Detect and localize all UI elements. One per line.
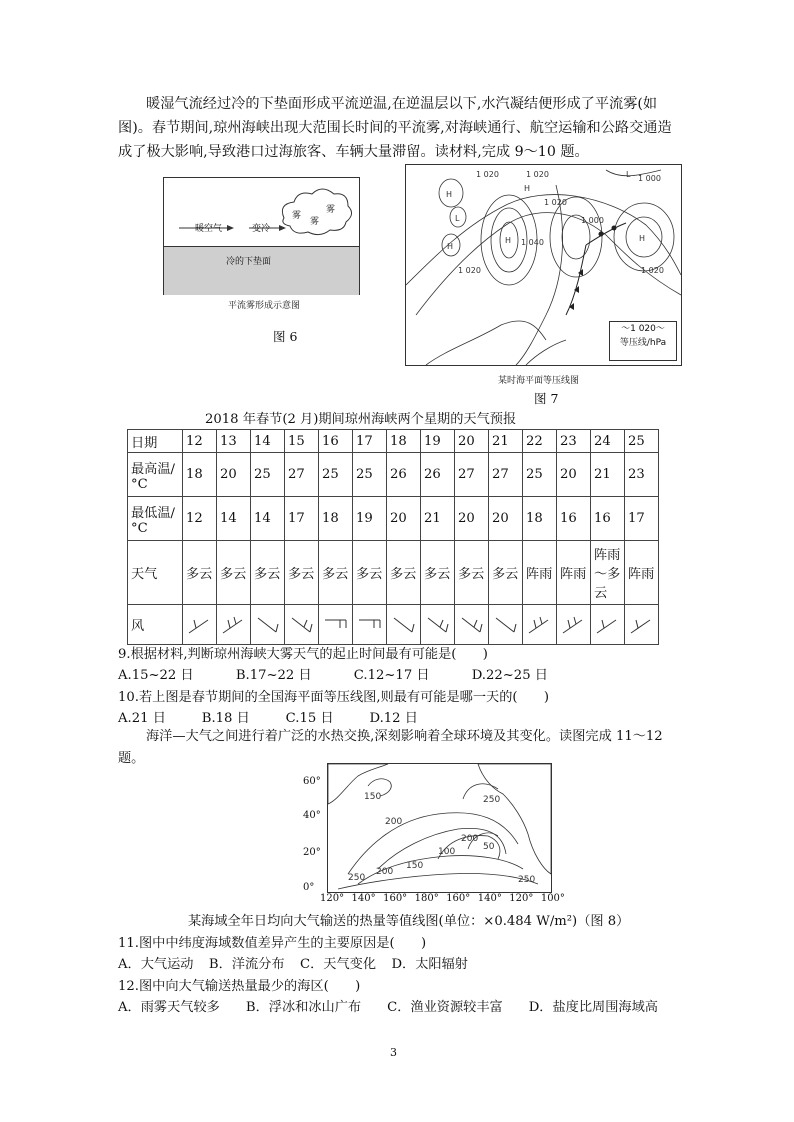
lon-label: 160° bbox=[446, 893, 471, 904]
table-cell: 19 bbox=[421, 430, 455, 453]
option: B.18 日 bbox=[201, 711, 250, 726]
table-cell: 14 bbox=[251, 497, 285, 541]
wind-barb-icon bbox=[251, 605, 285, 645]
isoline-value: 200 bbox=[385, 817, 403, 827]
option: A．雨雾天气较多 bbox=[118, 1000, 220, 1015]
lon-label: 120° bbox=[320, 893, 345, 904]
table-cell: 27 bbox=[285, 453, 319, 497]
question-9-options bbox=[118, 666, 548, 686]
table-cell: 14 bbox=[217, 497, 251, 541]
row-header: 风 bbox=[128, 605, 183, 645]
isobar-value: 1 020 bbox=[458, 266, 481, 275]
table-cell: 阵雨 bbox=[557, 541, 591, 605]
fig7-caption: 某时海平面等压线图 bbox=[498, 376, 580, 386]
table-cell: 14 bbox=[251, 430, 285, 453]
table-title: 2018 年春节(2 月)期间琼州海峡两个星期的天气预报 bbox=[205, 412, 517, 427]
fog-label: 雾 bbox=[326, 205, 336, 215]
table-cell: 21 bbox=[489, 430, 523, 453]
isoline-value: 250 bbox=[518, 875, 536, 885]
cooling-label: 变冷 bbox=[252, 224, 271, 234]
wind-barb-icon bbox=[523, 605, 557, 645]
table-cell: 阵雨 bbox=[625, 541, 659, 605]
intro-paragraph: 暖湿气流经过冷的下垫面形成平流逆温,在逆温层以下,水汽凝结便形成了平流雾(如图)。春节期间,琼州海峡出现大范围长时间的平流雾,对海峡通行、航空运输和公路交通造成了极大影响,导致港口过海旅客、车辆大量滞留。读材料,完成 9～10 题。 bbox=[118, 96, 672, 160]
lon-label: 100° bbox=[540, 893, 565, 904]
wind-barb-icon bbox=[557, 605, 591, 645]
table-cell: 20 bbox=[217, 453, 251, 497]
low-pressure-label: L bbox=[626, 170, 631, 179]
table-cell: 16 bbox=[591, 497, 625, 541]
table-cell: 阵雨 bbox=[523, 541, 557, 605]
option: B．洋流分布 bbox=[208, 957, 285, 972]
table-cell: 23 bbox=[625, 453, 659, 497]
lon-label: 160° bbox=[383, 893, 408, 904]
table-cell: 26 bbox=[421, 453, 455, 497]
table-cell: 多云 bbox=[319, 541, 353, 605]
high-pressure-label: H bbox=[447, 242, 454, 251]
fig6-caption: 平流雾形成示意图 bbox=[228, 301, 301, 311]
isoline-value: 50 bbox=[483, 842, 495, 852]
legend-line-sample: ～1 020～ bbox=[621, 324, 665, 334]
table-row bbox=[128, 605, 659, 645]
row-header: 最高温/°C bbox=[128, 453, 183, 497]
high-pressure-label: H bbox=[505, 236, 512, 245]
table-cell: 16 bbox=[319, 430, 353, 453]
isoline-value: 250 bbox=[483, 795, 501, 805]
table-cell: 18 bbox=[183, 453, 217, 497]
question-11-options bbox=[118, 955, 468, 975]
lon-label: 120° bbox=[509, 893, 534, 904]
table-cell: 多云 bbox=[251, 541, 285, 605]
table-cell: 13 bbox=[217, 430, 251, 453]
table-row bbox=[128, 453, 659, 497]
option: A.21 日 bbox=[118, 711, 166, 726]
isobar-value: 1 020 bbox=[476, 170, 499, 179]
table-cell: 20 bbox=[489, 497, 523, 541]
option: C．天气变化 bbox=[299, 957, 377, 972]
high-pressure-label: H bbox=[446, 190, 453, 199]
table-cell: 21 bbox=[421, 497, 455, 541]
option: A．大气运动 bbox=[118, 957, 194, 972]
table-cell: 25 bbox=[353, 453, 387, 497]
wind-barb-icon bbox=[455, 605, 489, 645]
table-cell: 20 bbox=[455, 430, 489, 453]
wind-barb-icon bbox=[285, 605, 319, 645]
table-cell: 多云 bbox=[285, 541, 319, 605]
isobar-value: 1 000 bbox=[638, 174, 661, 183]
option: C.12~17 日 bbox=[353, 668, 430, 683]
wind-barb-icon bbox=[319, 605, 353, 645]
row-header: 天气 bbox=[128, 541, 183, 605]
table-cell: 16 bbox=[557, 497, 591, 541]
advection-fog-diagram bbox=[163, 177, 360, 295]
fig8-caption: 某海域全年日均向大气输送的热量等值线图(单位：×0.484 W/m²)（图 8） bbox=[188, 914, 630, 929]
question-12: 12.图中向大气输送热量最少的海区( ) bbox=[118, 979, 361, 994]
option: B．浮冰和冰山广布 bbox=[245, 1000, 362, 1015]
option: C.15 日 bbox=[285, 711, 334, 726]
table-cell: 22 bbox=[523, 430, 557, 453]
option: C．渔业资源较丰富 bbox=[387, 1000, 503, 1015]
table-cell: 21 bbox=[591, 453, 625, 497]
lon-label: 140° bbox=[477, 893, 502, 904]
table-cell: 23 bbox=[557, 430, 591, 453]
table-cell: 18 bbox=[319, 497, 353, 541]
wind-barb-icon bbox=[591, 605, 625, 645]
table-cell: 17 bbox=[625, 497, 659, 541]
fig6-label: 图 6 bbox=[273, 329, 298, 344]
table-row bbox=[128, 430, 659, 453]
wind-barb-icon bbox=[489, 605, 523, 645]
isoline-value: 150 bbox=[406, 861, 424, 871]
lon-label: 180° bbox=[414, 893, 439, 904]
option: D．盐度比周围海域高 bbox=[528, 1000, 658, 1015]
warm-air-label: 暖空气 bbox=[195, 224, 223, 234]
table-cell: 20 bbox=[387, 497, 421, 541]
table-cell: 多云 bbox=[421, 541, 455, 605]
question-11: 11.图中中纬度海域数值差异产生的主要原因是( ) bbox=[118, 936, 427, 951]
isobar-map bbox=[405, 164, 682, 366]
option: B.17~22 日 bbox=[235, 668, 312, 683]
lon-labels bbox=[320, 893, 565, 904]
fog-label: 雾 bbox=[310, 217, 320, 227]
table-cell: 多云 bbox=[217, 541, 251, 605]
table-cell: 17 bbox=[285, 497, 319, 541]
table-cell: 20 bbox=[455, 497, 489, 541]
table-cell: 19 bbox=[353, 497, 387, 541]
table-cell: 多云 bbox=[489, 541, 523, 605]
table-row bbox=[128, 541, 659, 605]
question-10: 10.若上图是春节期间的全国海平面等压线图,则最有可能是哪一天的( ) bbox=[118, 690, 550, 705]
row-header: 日期 bbox=[128, 430, 183, 453]
table-cell: 27 bbox=[455, 453, 489, 497]
table-cell: 26 bbox=[387, 453, 421, 497]
table-cell: 24 bbox=[591, 430, 625, 453]
isobar-legend bbox=[609, 321, 677, 361]
wind-barb-icon bbox=[421, 605, 455, 645]
lat-label: 0° bbox=[303, 882, 315, 893]
wind-barb-icon bbox=[387, 605, 421, 645]
lon-label: 140° bbox=[351, 893, 376, 904]
legend-text: 等压线/hPa bbox=[619, 338, 667, 348]
wind-barb-icon bbox=[217, 605, 251, 645]
table-cell: 17 bbox=[353, 430, 387, 453]
page-number: 3 bbox=[390, 1046, 397, 1059]
high-pressure-label: H bbox=[639, 234, 646, 243]
high-pressure-label: H bbox=[524, 184, 531, 193]
table-cell: 25 bbox=[625, 430, 659, 453]
isobar-value: 1 020 bbox=[641, 266, 664, 275]
question-12-options bbox=[118, 998, 658, 1018]
table-cell: 阵雨～多云 bbox=[591, 541, 625, 605]
table-row bbox=[128, 497, 659, 541]
intro-paragraph-2: 海洋—大气之间进行着广泛的水热交换,深刻影响着全球环境及其变化。读图完成 11～12 题。 bbox=[118, 729, 663, 766]
wind-barb-icon bbox=[183, 605, 217, 645]
isobar-value: 1 040 bbox=[521, 238, 544, 247]
table-cell: 12 bbox=[183, 430, 217, 453]
lat-label: 20° bbox=[303, 847, 321, 858]
table-cell: 20 bbox=[557, 453, 591, 497]
option: A.15~22 日 bbox=[118, 668, 194, 683]
isoline-value: 200 bbox=[461, 834, 479, 844]
isoline-drawing bbox=[328, 764, 551, 892]
table-cell: 多云 bbox=[353, 541, 387, 605]
isobar-value: 1 000 bbox=[581, 216, 604, 225]
option: D.12 日 bbox=[369, 711, 418, 726]
table-cell: 25 bbox=[319, 453, 353, 497]
weather-forecast-table bbox=[127, 429, 659, 645]
table-cell: 多云 bbox=[183, 541, 217, 605]
heat-flux-isoline-map bbox=[327, 763, 552, 893]
cold-surface-label: 冷的下垫面 bbox=[226, 257, 272, 267]
table-cell: 25 bbox=[523, 453, 557, 497]
isobar-value: 1 020 bbox=[526, 170, 549, 179]
low-pressure-label: L bbox=[455, 214, 460, 223]
lat-label: 40° bbox=[303, 810, 321, 821]
table-cell: 18 bbox=[523, 497, 557, 541]
isobar-value: 1 020 bbox=[544, 198, 567, 207]
lat-label: 60° bbox=[303, 776, 321, 787]
wind-barb-icon bbox=[353, 605, 387, 645]
table-cell: 25 bbox=[251, 453, 285, 497]
table-cell: 12 bbox=[183, 497, 217, 541]
row-header: 最低温/°C bbox=[128, 497, 183, 541]
question-9: 9.根据材料,判断琼州海峡大雾天气的起止时间最有可能是( ) bbox=[118, 647, 488, 662]
table-cell: 多云 bbox=[387, 541, 421, 605]
isoline-value: 100 bbox=[438, 847, 456, 857]
fig7-label: 图 7 bbox=[534, 391, 559, 406]
fog-label: 雾 bbox=[292, 211, 302, 221]
isoline-value: 150 bbox=[364, 792, 382, 802]
table-cell: 27 bbox=[489, 453, 523, 497]
option: D．太阳辐射 bbox=[391, 957, 468, 972]
isoline-value: 250 bbox=[348, 873, 366, 883]
table-cell: 多云 bbox=[455, 541, 489, 605]
table-cell: 18 bbox=[387, 430, 421, 453]
wind-barb-icon bbox=[625, 605, 659, 645]
option: D.22~25 日 bbox=[471, 668, 548, 683]
table-cell: 15 bbox=[285, 430, 319, 453]
isoline-value: 200 bbox=[376, 867, 394, 877]
